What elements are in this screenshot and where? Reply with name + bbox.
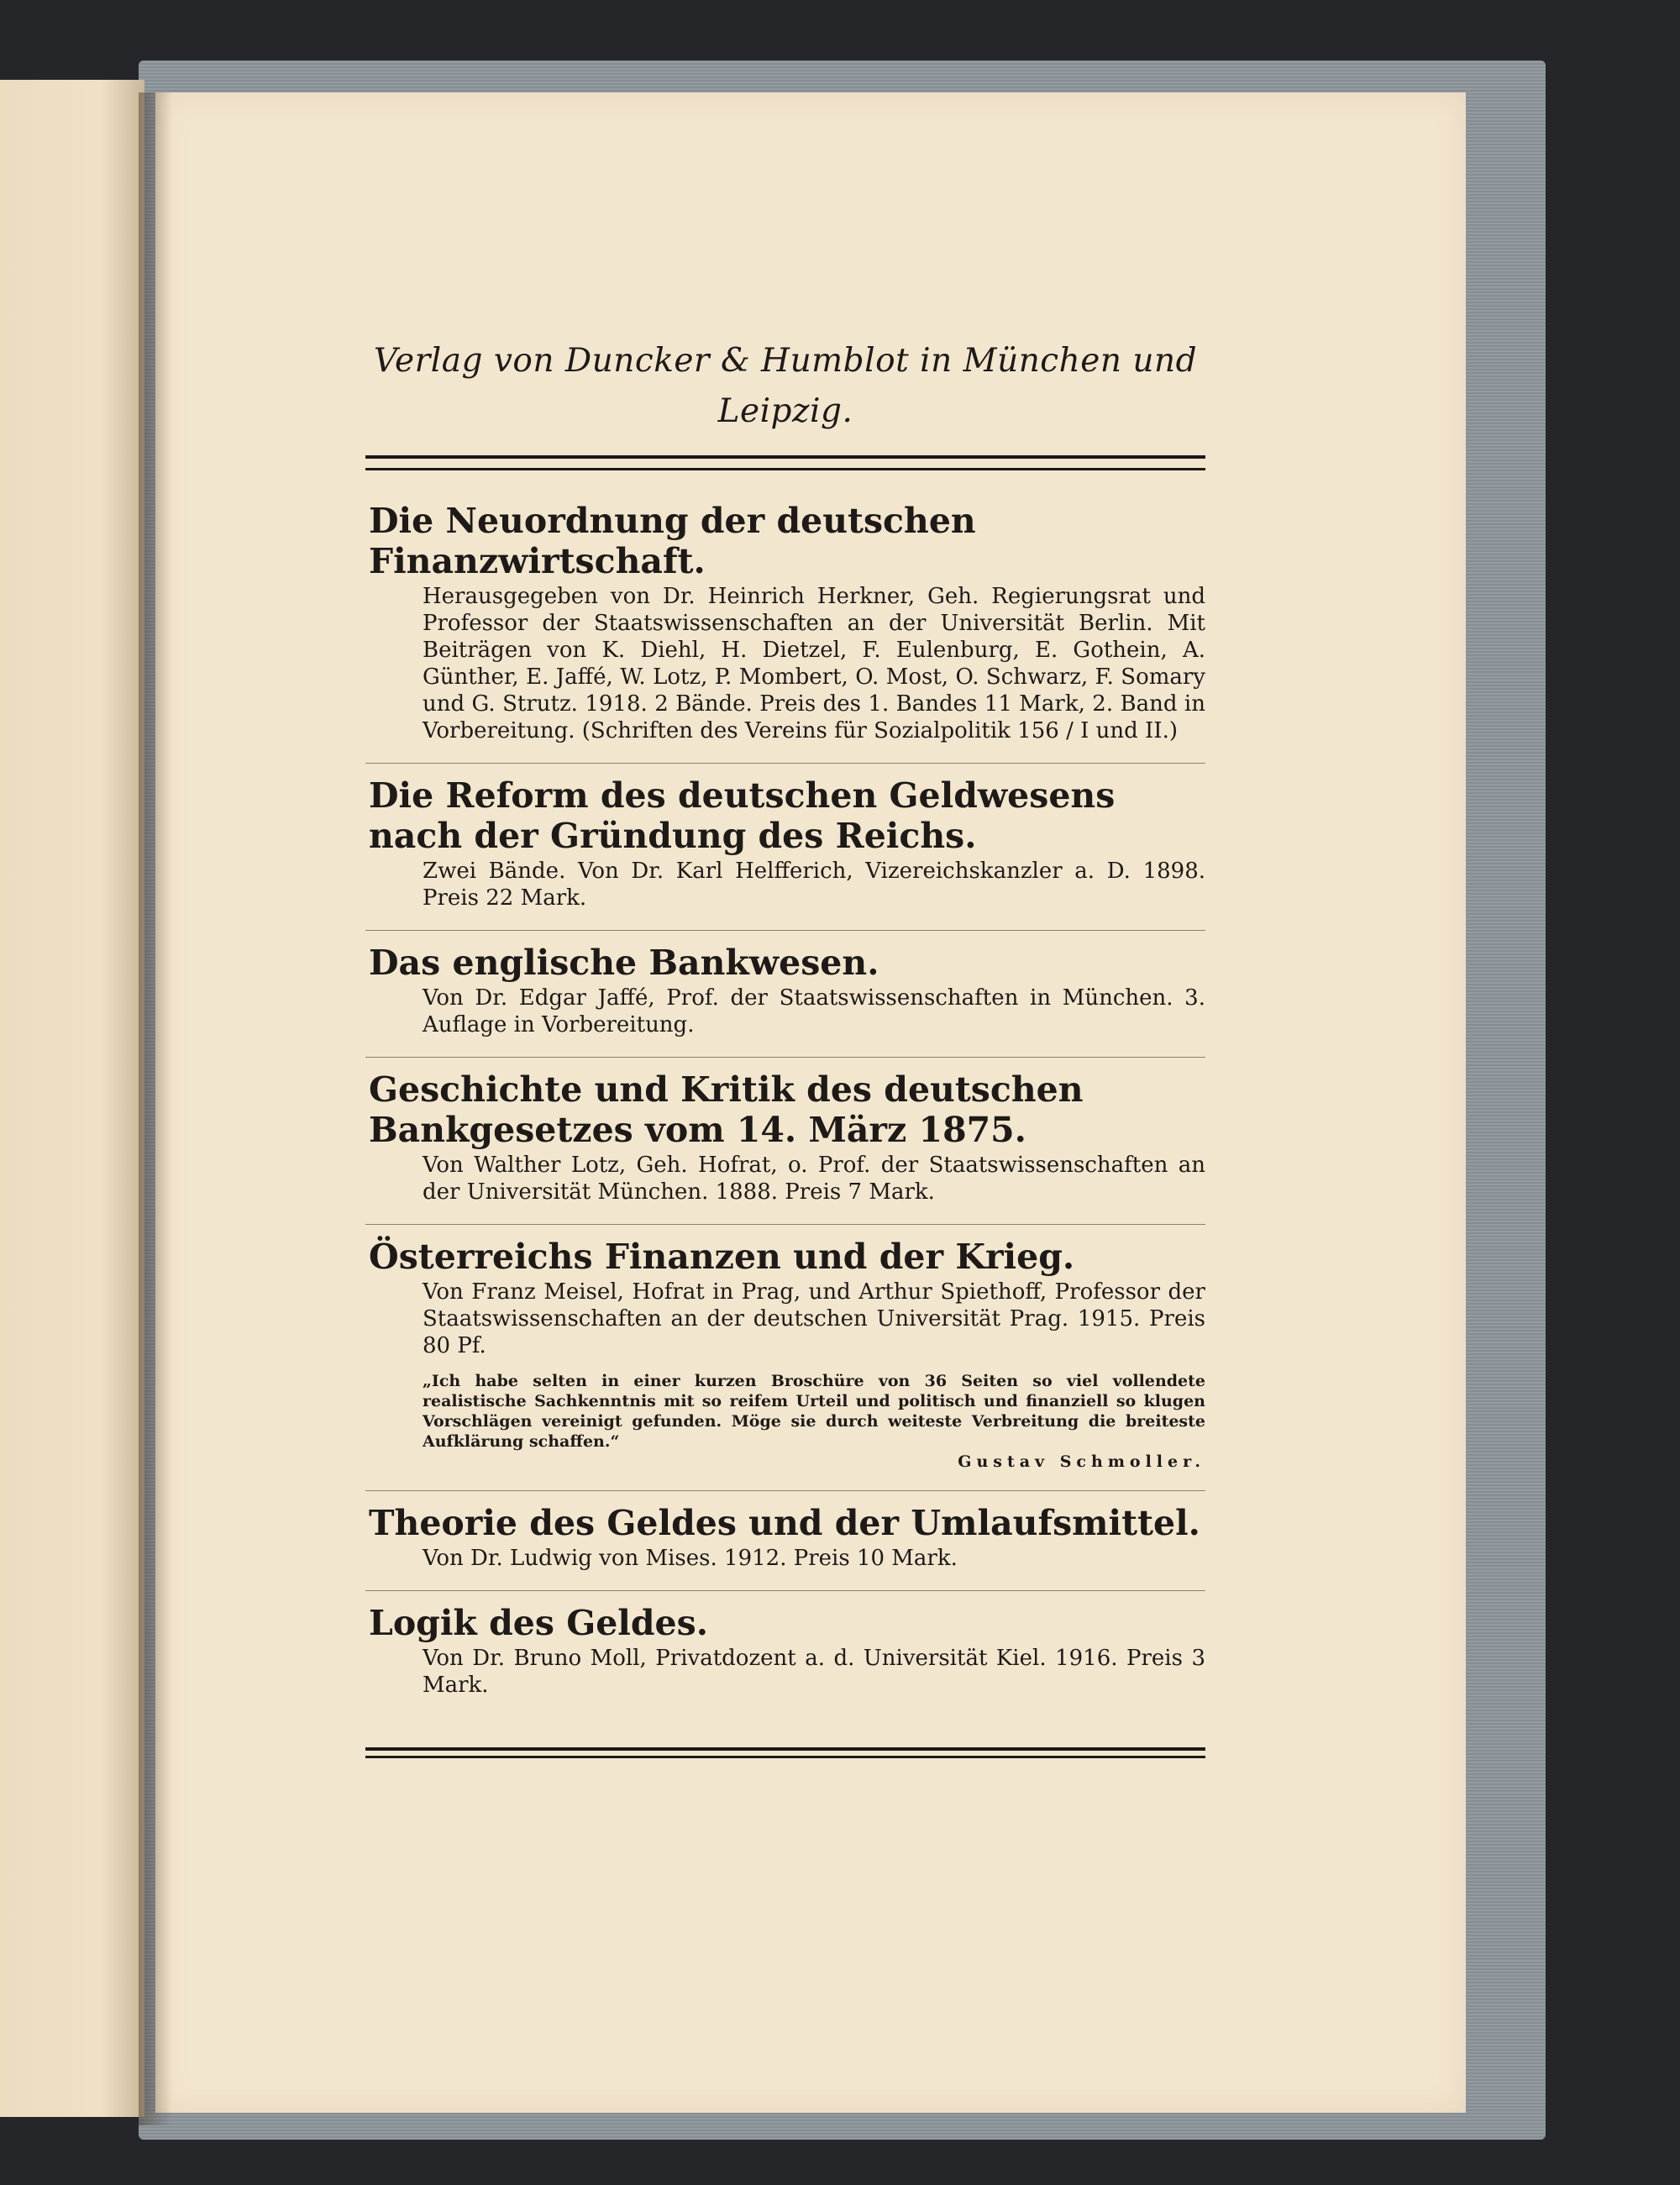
entry-body: Von Dr. Ludwig von Mises. 1912. Preis 10 Mark. bbox=[423, 1546, 958, 1571]
spine-shadow bbox=[139, 92, 172, 2125]
entry-title: Österreichs Finanzen und der Krieg. bbox=[369, 1237, 1075, 1277]
entry-body: Herausgegeben von Dr. Heinrich Herkner, Geh. Regierungsrat und Professor der Staatswissenschaften an der Universität Berlin. Mit Beiträgen von K. Diehl, H. Dietzel, F. Eulenburg, E. Gothein, A. Günther, E. Jaffé, W. Lotz, P. Mombert, O. Most, O. Schwarz, F. Somary und G. Strutz. 1918. 2 Bände. Preis des 1. Bandes 11 Mark, 2. Band in Vorbereitung. (Schriften des Vereins für Sozialpolitik 156 / I und II.) bbox=[423, 584, 1205, 743]
publisher-line: Verlag von Duncker & Humblot in München und Leipzig. bbox=[373, 342, 1198, 430]
book-page bbox=[155, 92, 1466, 2113]
book-entry-6 bbox=[365, 1490, 1205, 1590]
entry-title: Geschichte und Kritik des deutschen Bankgesetzes vom 14. März 1875. bbox=[369, 1069, 1084, 1150]
entry-title: Die Reform des deutschen Geldwesens nach der Gründung des Reichs. bbox=[369, 775, 1116, 856]
review-quote bbox=[423, 1371, 1205, 1472]
entry-title: Die Neuordnung der deutschen Finanzwirtschaft. bbox=[369, 501, 976, 581]
book-entry-1 bbox=[365, 470, 1205, 763]
bottom-double-rule bbox=[365, 1747, 1205, 1758]
left-page-edge bbox=[0, 80, 144, 2117]
book-entry-2 bbox=[365, 763, 1205, 930]
book-entry-5 bbox=[365, 1224, 1205, 1490]
quote-text: „Ich habe selten in einer kurzen Broschüre von 36 Seiten so viel vollendete realistische Sachkenntnis mit so reifem Urteil und politisch und finanziell so klugen Vorschlägen vereinigt gefunden. Möge sie durch weiteste Verbreitung die breiteste Aufklärung schaffen.“ bbox=[423, 1372, 1205, 1451]
entry-body: Von Franz Meisel, Hofrat in Prag, und Arthur Spiethoff, Professor der Staatswissenschaften an der deutschen Universität Prag. 1915. Preis 80 Pf. bbox=[423, 1279, 1205, 1358]
page-content bbox=[365, 336, 1205, 1758]
entry-body: Von Dr. Edgar Jaffé, Prof. der Staatswissenschaften in München. 3. Auflage in Vorbereitung. bbox=[423, 985, 1205, 1037]
entry-body: Von Walther Lotz, Geh. Hofrat, o. Prof. der Staatswissenschaften an der Universität München. 1888. Preis 7 Mark. bbox=[423, 1153, 1205, 1205]
quote-author: Gustav Schmoller. bbox=[958, 1452, 1205, 1471]
book-entry-3 bbox=[365, 930, 1205, 1057]
book-entry-4 bbox=[365, 1057, 1205, 1224]
entry-title: Das englische Bankwesen. bbox=[369, 943, 879, 983]
entry-body: Zwei Bände. Von Dr. Karl Helfferich, Vizereichskanzler a. D. 1898. Preis 22 Mark. bbox=[423, 859, 1205, 911]
entry-title: Logik des Geldes. bbox=[369, 1603, 708, 1643]
entry-body: Von Dr. Bruno Moll, Privatdozent a. d. Universität Kiel. 1916. Preis 3 Mark. bbox=[423, 1646, 1205, 1698]
top-double-rule bbox=[365, 455, 1205, 470]
entry-title: Theorie des Geldes und der Umlaufsmittel. bbox=[369, 1503, 1200, 1543]
book-entry-7 bbox=[365, 1590, 1205, 1707]
